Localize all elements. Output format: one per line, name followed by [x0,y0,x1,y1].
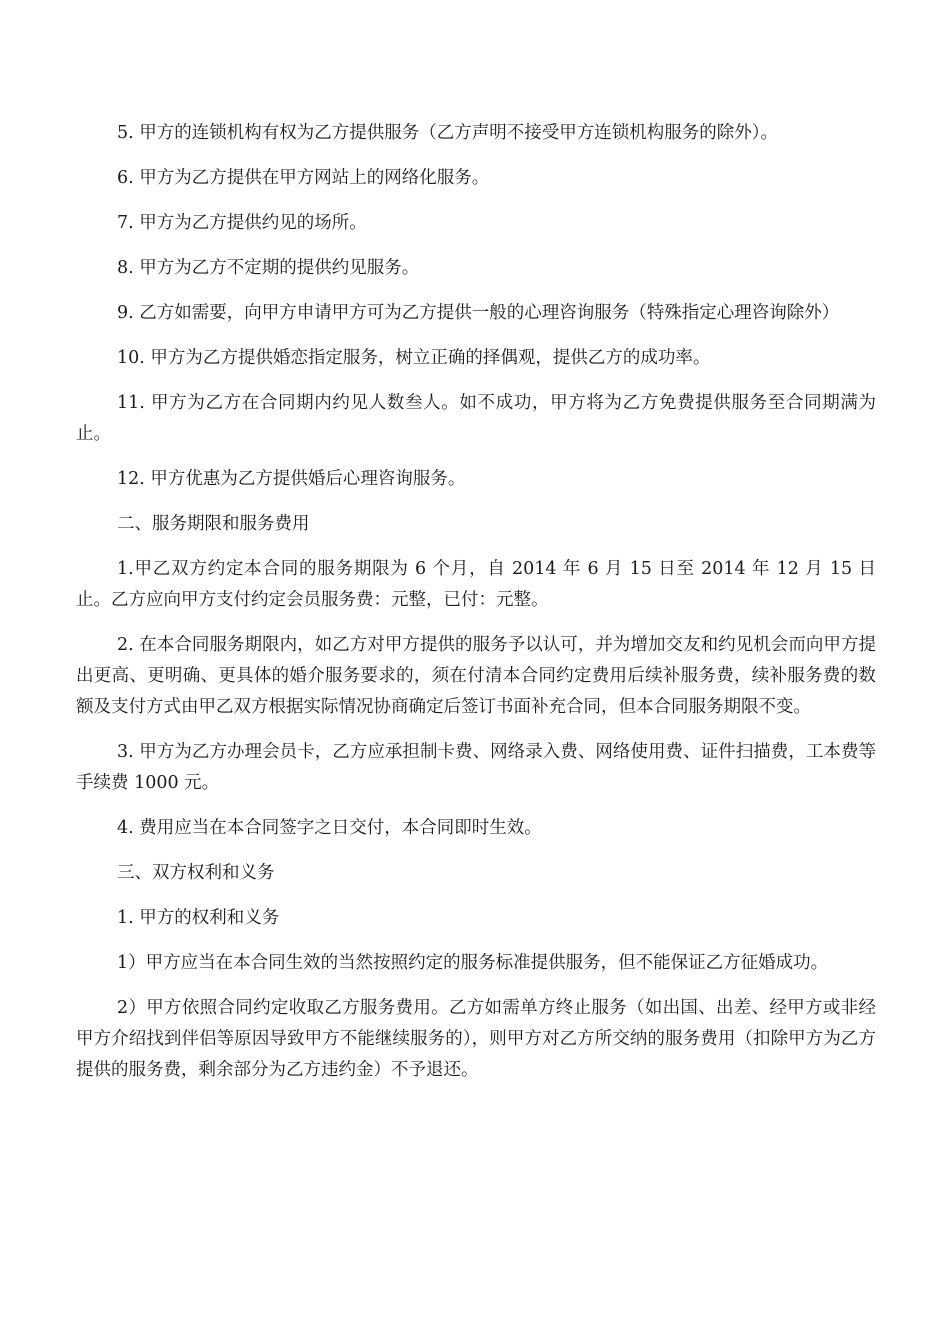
section-2-clause-3: 3. 甲方为乙方办理会员卡，乙方应承担制卡费、网络录入费、网络使用费、证件扫描费，工本费等手续费 1000 元。 [76,742,876,793]
clause-6: 6. 甲方为乙方提供在甲方网站上的网络化服务。 [117,168,490,188]
section-heading-3: 三、双方权利和义务 [117,863,275,883]
section-2-clause-4: 4. 费用应当在本合同签字之日交付，本合同即时生效。 [117,818,542,838]
clause-8: 8. 甲方为乙方不定期的提供约见服务。 [117,258,420,278]
section-3-subheading-1: 1. 甲方的权利和义务 [117,908,280,928]
section-2-clause-1: 1.甲乙双方约定本合同的服务期限为 6 个月，自 2014 年 6 月 15 日至 2014 年 12 月 15 日止。乙方应向甲方支付约定会员服务费：元整，已付：元整。 [76,559,876,610]
clause-5: 5. 甲方的连锁机构有权为乙方提供服务（乙方声明不接受甲方连锁机构服务的除外）。 [117,123,779,143]
section-2-clause-2: 2. 在本合同服务期限内，如乙方对甲方提供的服务予以认可，并为增加交友和约见机会而向甲方提出更高、更明确、更具体的婚介服务要求的，须在付清本合同约定费用后续补服务费，续补服务费的数额及支付方式由甲乙双方根据实际情况协商确定后签订书面补充合同，但本合同服务期限不变。 [76,635,876,717]
clause-11: 11. 甲方为乙方在合同期内约见人数叁人。如不成功，甲方将为乙方免费提供服务至合同期满为止。 [76,393,876,444]
document-body [76,118,876,1100]
section-heading-2: 二、服务期限和服务费用 [117,514,310,534]
section-3-item-1: 1）甲方应当在本合同生效的当然按照约定的服务标准提供服务，但不能保证乙方征婚成功。 [117,953,829,973]
clause-7: 7. 甲方为乙方提供约见的场所。 [117,213,367,233]
clause-10: 10. 甲方为乙方提供婚恋指定服务，树立正确的择偶观，提供乙方的成功率。 [117,348,711,368]
section-3-item-2: 2）甲方依照合同约定收取乙方服务费用。乙方如需单方终止服务（如出国、出差、经甲方或非经甲方介绍找到伴侣等原因导致甲方不能继续服务的），则甲方对乙方所交纳的服务费用（扣除甲方为乙方提供的服务费，剩余部分为乙方违约金）不予退还。 [76,998,876,1080]
clause-9: 9. 乙方如需要，向甲方申请甲方可为乙方提供一般的心理咨询服务（特殊指定心理咨询除外） [117,303,840,323]
clause-12: 12. 甲方优惠为乙方提供婚后心理咨询服务。 [117,469,466,489]
